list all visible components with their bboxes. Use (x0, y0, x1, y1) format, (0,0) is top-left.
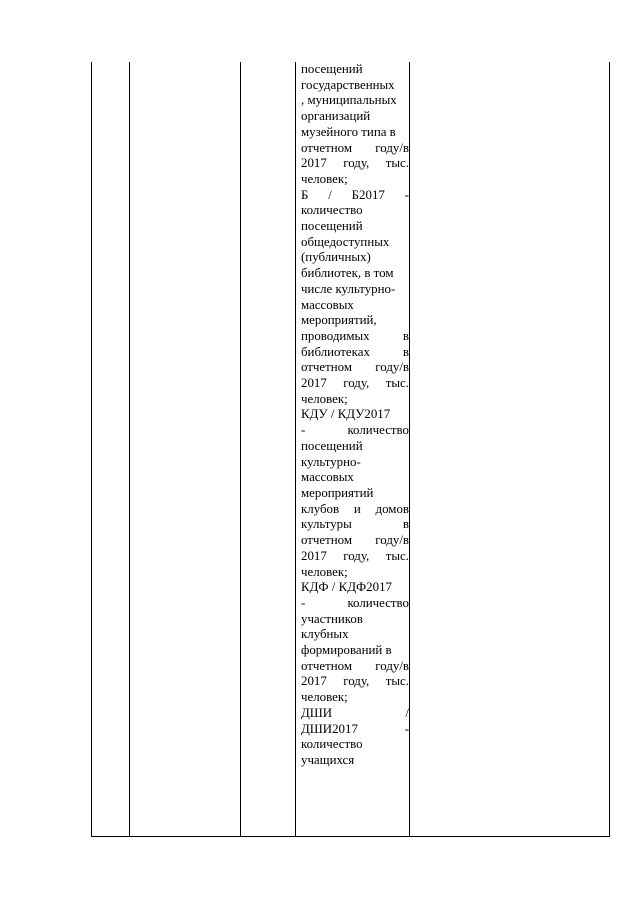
text-word: Б2017 (351, 187, 385, 202)
text-line (301, 345, 409, 361)
text-word: 2017 (301, 156, 327, 171)
text-line (301, 470, 409, 486)
text-line (301, 313, 409, 329)
text-word: человек; (301, 564, 348, 579)
text-word: , муниципальных (301, 93, 397, 108)
text-word: Б (301, 187, 309, 202)
text-word: году, (343, 674, 370, 689)
text-line (301, 78, 409, 94)
text-word: - (404, 721, 409, 736)
text-word: тыс. (385, 156, 409, 171)
text-word: человек; (301, 690, 348, 705)
text-word: человек; (301, 171, 348, 186)
text-word: - (404, 187, 409, 202)
text-word: году/в (375, 360, 409, 375)
text-word: клубов (301, 501, 340, 516)
text-word: КДФ / КДФ2017 (301, 580, 392, 595)
text-line (301, 565, 409, 581)
text-line (301, 612, 409, 628)
text-word: КДУ / КДУ2017 (301, 407, 391, 422)
text-word: числе культурно- (301, 281, 396, 296)
text-line (301, 486, 409, 502)
text-word: отчетном (301, 140, 353, 155)
text-word: государственных (301, 77, 395, 92)
table-row (92, 62, 610, 837)
table-cell-1 (92, 62, 130, 837)
text-word: году/в (375, 140, 409, 155)
text-word: году/в (375, 533, 409, 548)
text-word: посещений (301, 438, 363, 453)
text-line (301, 407, 409, 423)
text-word: отчетном (301, 533, 353, 548)
text-line (301, 643, 409, 659)
text-line (301, 329, 409, 345)
text-line (301, 549, 409, 565)
text-line (301, 376, 409, 392)
text-line (301, 93, 409, 109)
cell-text (296, 62, 409, 769)
text-word: отчетном (301, 658, 353, 673)
text-word: библиотек, в том (301, 266, 394, 281)
text-line (301, 156, 409, 172)
text-word: домов (375, 501, 409, 516)
text-line (301, 188, 409, 204)
text-word: количество (347, 423, 409, 438)
text-word: количество (347, 595, 409, 610)
text-word: участников (301, 611, 363, 626)
text-word: формирований в (301, 643, 392, 658)
text-word: посещений (301, 219, 363, 234)
document-table (91, 62, 610, 837)
text-line (301, 502, 409, 518)
text-line (301, 235, 409, 251)
text-line (301, 266, 409, 282)
text-word: / (328, 187, 332, 202)
text-word: учащихся (301, 752, 355, 767)
text-line (301, 690, 409, 706)
text-word: в (402, 517, 409, 532)
text-line (301, 439, 409, 455)
text-word: клубных (301, 627, 349, 642)
text-line (301, 62, 409, 78)
text-word: человек; (301, 391, 348, 406)
text-line (301, 659, 409, 675)
text-word: 2017 (301, 376, 327, 391)
table-cell-formula-text (296, 62, 410, 837)
text-word: тыс. (385, 376, 409, 391)
text-word: году, (343, 376, 370, 391)
text-word: массовых (301, 470, 354, 485)
text-word: и (353, 501, 361, 516)
table-cell-3 (241, 62, 296, 837)
text-word: 2017 (301, 674, 327, 689)
text-word: общедоступных (301, 234, 390, 249)
text-word: ДШИ (301, 705, 333, 720)
text-word: массовых (301, 297, 354, 312)
text-word: году/в (375, 658, 409, 673)
text-word: в (402, 344, 409, 359)
text-word: отчетном (301, 360, 353, 375)
text-word: мероприятий (301, 485, 374, 500)
text-line (301, 627, 409, 643)
text-line (301, 455, 409, 471)
text-line (301, 392, 409, 408)
table-cell-2 (130, 62, 241, 837)
text-line (301, 737, 409, 753)
text-word: культурно- (301, 454, 361, 469)
text-line (301, 517, 409, 533)
text-word: году, (343, 548, 370, 563)
text-word: библиотеках (301, 344, 370, 359)
text-line (301, 141, 409, 157)
text-word: музейного типа в (301, 124, 396, 139)
text-line (301, 423, 409, 439)
text-line (301, 533, 409, 549)
text-line (301, 580, 409, 596)
text-word: культуры (301, 517, 352, 532)
text-line (301, 203, 409, 219)
text-word: / (405, 705, 409, 720)
text-line (301, 172, 409, 188)
text-line (301, 125, 409, 141)
text-line (301, 706, 409, 722)
text-line (301, 282, 409, 298)
text-word: - (301, 595, 306, 610)
text-word: - (301, 423, 306, 438)
table-cell-5 (410, 62, 610, 837)
text-word: тыс. (385, 674, 409, 689)
text-word: проводимых (301, 328, 370, 343)
text-word: количество (301, 737, 363, 752)
text-word: количество (301, 203, 363, 218)
text-word: в (402, 328, 409, 343)
text-line (301, 109, 409, 125)
text-line (301, 250, 409, 266)
text-word: (публичных) (301, 250, 371, 265)
text-line (301, 298, 409, 314)
text-word: тыс. (385, 548, 409, 563)
text-word: организаций (301, 109, 371, 124)
text-word: ДШИ2017 (301, 721, 358, 736)
text-line (301, 596, 409, 612)
text-line (301, 722, 409, 738)
text-line (301, 753, 409, 769)
text-line (301, 219, 409, 235)
text-line (301, 674, 409, 690)
text-line (301, 360, 409, 376)
text-word: посещений (301, 62, 363, 76)
text-word: мероприятий, (301, 313, 377, 328)
text-word: 2017 (301, 548, 327, 563)
text-word: году, (343, 156, 370, 171)
